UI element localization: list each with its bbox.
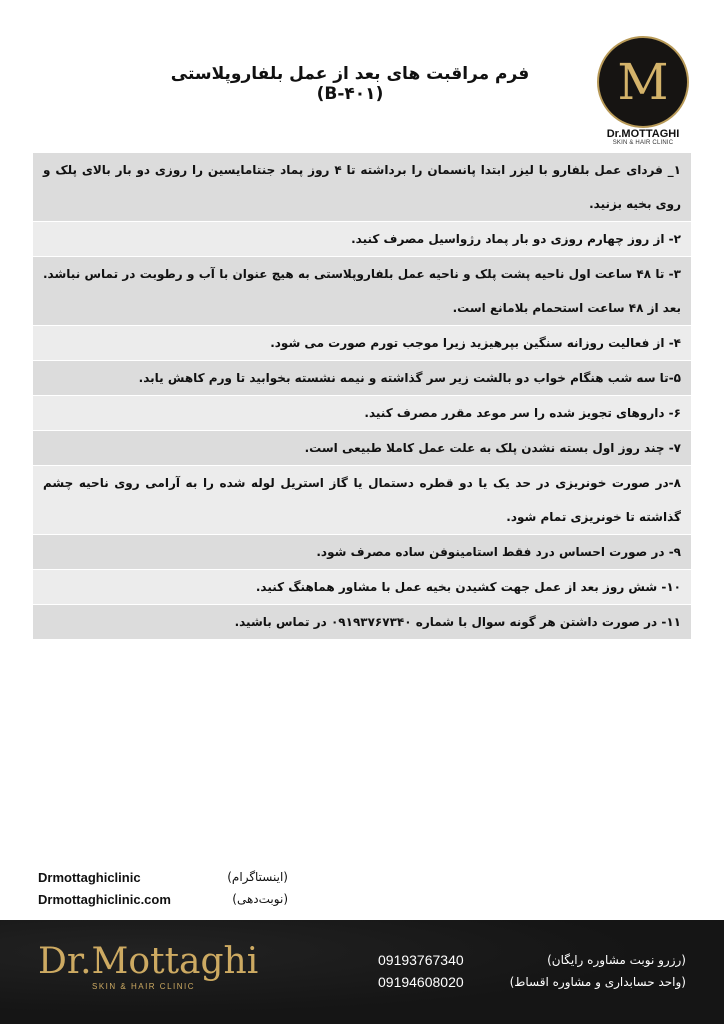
phone-accounting-note: (واحد حسابداری و مشاوره اقساط) xyxy=(509,975,686,989)
phone-accounting[interactable]: 09194608020 xyxy=(378,974,464,990)
instruction-item-3: ۳- تا ۴۸ ساعت اول ناحیه پشت پلک و ناحیه عمل بلفاروپلاستی به هیچ عنوان با آب و رطوبت در تماس نباشد. بعد از ۴۸ ساعت استحمام بلامانع است. xyxy=(33,257,691,326)
footer-brand: Dr.Mottaghi xyxy=(38,941,259,982)
instruction-item-9: ۹- در صورت احساس درد فقط استامینوفن ساده مصرف شود. xyxy=(33,535,691,570)
phone-consultation-note: (رزرو نوبت مشاوره رایگان) xyxy=(547,953,686,967)
instruction-item-11: ۱۱- در صورت داشتن هر گونه سوال با شماره ۰۹۱۹۳۷۶۷۳۴۰ در تماس باشید. xyxy=(33,605,691,640)
booking-website[interactable]: Drmottaghiclinic.com xyxy=(38,891,171,907)
instruction-item-10: ۱۰- شش روز بعد از عمل جهت کشیدن بخیه عمل با مشاور هماهنگ کنید. xyxy=(33,570,691,605)
footer-bar xyxy=(0,920,724,1024)
footer-brand-subtitle: SKIN & HAIR CLINIC xyxy=(92,982,196,991)
instruction-item-6: ۶- داروهای تجویز شده را سر موعد مقرر مصرف کنید. xyxy=(33,396,691,431)
phone-notes xyxy=(480,949,686,993)
page-title: فرم مراقبت های بعد از عمل بلفاروپلاستی (B-۴۰۱) xyxy=(170,64,530,104)
logo-subtitle: SKIN & HAIR CLINIC xyxy=(612,140,674,146)
logo-name: Dr.MOTTAGHI xyxy=(606,128,680,140)
instructions-list xyxy=(33,153,691,640)
instruction-item-7: ۷- چند روز اول بسته نشدن پلک به علت عمل کاملا طبیعی است. xyxy=(33,431,691,466)
phone-consultation[interactable]: 09193767340 xyxy=(378,952,464,968)
clinic-logo xyxy=(597,36,689,128)
phone-numbers xyxy=(378,949,464,993)
contact-instagram xyxy=(38,866,288,888)
contact-booking xyxy=(38,888,288,910)
instruction-item-5: ۵-تا سه شب هنگام خواب دو بالشت زیر سر گذاشته و نیمه نشسته بخوابید تا ورم کاهش یابد. xyxy=(33,361,691,396)
instruction-item-2: ۲- از روز چهارم روزی دو بار پماد رژواسیل مصرف کنید. xyxy=(33,222,691,257)
instruction-item-4: ۴- از فعالیت روزانه سنگین بپرهیزید زیرا موجب تورم صورت می شود. xyxy=(33,326,691,361)
instruction-item-8: ۸-در صورت خونریزی در حد یک یا دو قطره دستمال یا گاز استریل لوله شده را به آرامی روی ناحیه چشم گذاشته تا خونریزی تمام شود. xyxy=(33,466,691,535)
instagram-handle[interactable]: Drmottaghiclinic xyxy=(38,869,141,885)
instruction-item-1: ۱_ فردای عمل بلفارو با لیزر ابتدا پانسمان را برداشته تا ۴ روز پماد جنتامایسین را روزی دو بار بالای پلک و روی بخیه بزنید. xyxy=(33,153,691,222)
booking-label: (نوبت‌دهی) xyxy=(232,892,288,906)
logo-caption xyxy=(583,128,703,146)
logo-letter: M xyxy=(617,53,669,111)
contact-block xyxy=(38,866,288,910)
instagram-label: (اینستاگرام) xyxy=(227,870,288,884)
